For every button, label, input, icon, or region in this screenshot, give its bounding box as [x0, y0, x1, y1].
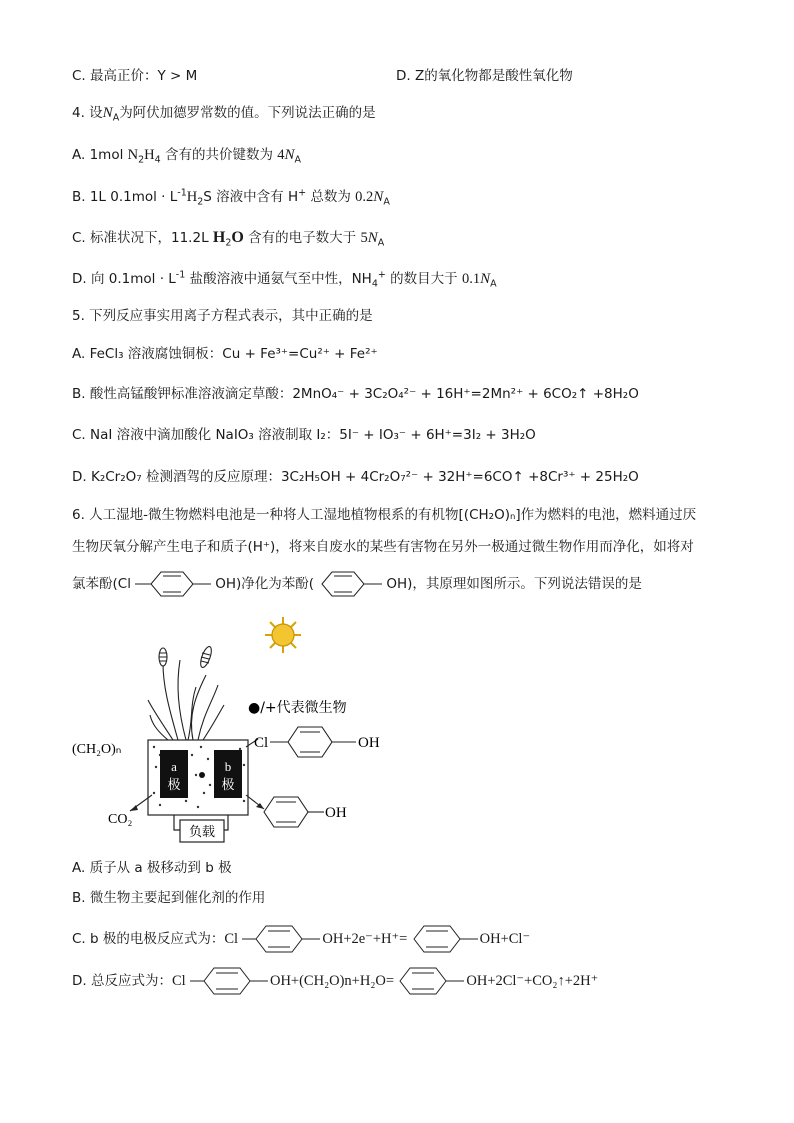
q5-option-b: B. 酸性高锰酸钾标准溶液滴定草酸：2MnO₄⁻ + 3C₂O₄²⁻ + 16H⁺=2Mn²⁺ + 6CO₂↑ +8H₂O [72, 386, 639, 402]
q4-option-c: C. 标准状况下，11.2L $H_2O$ 含有的电子数大于 $5N_A$ [72, 229, 385, 249]
phenol-ring-icon [264, 797, 324, 827]
benzene-ring-icon [318, 570, 386, 598]
benzene-ring-icon [190, 966, 270, 996]
q6-stem-line1: 6. 人工湿地-微生物燃料电池是一种将人工湿地植物根系的有机物[(CH₂O)ₙ]作为燃料的电池，燃料通过厌 [72, 507, 697, 523]
benzene-ring-icon [398, 966, 466, 996]
q5-option-a: A. FeCl₃ 溶液腐蚀铜板：Cu + Fe³⁺=Cu²⁺ + Fe²⁺ [72, 346, 378, 362]
co2-label: CO₂ [108, 812, 133, 827]
q4-option-d: D. 向 $0.1mol \cdot L^{-1}$ 盐酸溶液中通氨气至中性，$NH_4^+$ 的数目大于 $0.1N_A$ [72, 269, 497, 290]
electrode-b-label: b [224, 759, 232, 774]
q6-stem-line3: 氯苯酚(Cl OH)净化为苯酚( OH)，其原理如图所示。下列说法错误的是 [72, 570, 642, 598]
q6-stem-line2: 生物厌氧分解产生电子和质子(H⁺)，将来自废水的某些有害物在另外一极通过微生物作用而净化，如将对 [72, 539, 694, 555]
benzene-ring-icon [135, 570, 215, 598]
q5-stem: 5. 下列反应事实用离子方程式表示，其中正确的是 [72, 308, 373, 324]
microbe-legend: ●/+代表微生物 [248, 700, 347, 716]
q5-option-c: C. NaI 溶液中滴加酸化 NaIO₃ 溶液制取 I₂：5I⁻ + IO₃⁻ + 6H⁺=3I₂ + 3H₂O [72, 427, 536, 443]
q3-option-d: D. Z的氧化物都是酸性氧化物 [396, 68, 573, 84]
chlorophenol-ring-icon [270, 727, 356, 757]
q3-option-c: C. 最高正价：Y > M [72, 68, 198, 84]
load-label: 负载 [188, 825, 216, 840]
q6-option-d: D. 总反应式为：Cl OH+(CH₂O)n+H₂O= OH+2Cl⁻+CO₂↑+2H⁺ [72, 966, 598, 996]
wetland-plant-icon [148, 645, 224, 740]
chlorophenol-cl-label: Cl [254, 735, 269, 751]
benzene-ring-icon [412, 924, 480, 954]
phenol-oh-label: OH [325, 805, 347, 821]
q4-option-a: A. 1mol $N_2H_4$ 含有的共价键数为 $4N_A$ [72, 147, 302, 166]
q6-option-a: A. 质子从 a 极移动到 b 极 [72, 860, 232, 876]
ch2o-label: (CH₂O)ₙ [72, 742, 122, 757]
chlorophenol-oh-label: OH [358, 735, 380, 751]
q4-option-b: B. 1L $0.1mol \cdot L^{-1}H_2S$ 溶液中含有 H+ 总数为 $0.2N_A$ [72, 187, 390, 208]
q6-option-c: C. b 极的电极反应式为：Cl OH+2e⁻+H⁺= OH+Cl⁻ [72, 924, 530, 954]
sun-icon [265, 617, 301, 653]
q6-option-b: B. 微生物主要起到催化剂的作用 [72, 890, 266, 906]
electrode-a-label: a [171, 759, 177, 774]
q5-option-d: D. K₂Cr₂O₇ 检测酒驾的反应原理：3C₂H₅OH + 4Cr₂O₇²⁻ + 32H⁺=6CO↑ +8Cr³⁺ + 25H₂O [72, 469, 639, 485]
fuel-cell-diagram [68, 615, 398, 845]
benzene-ring-icon [242, 924, 322, 954]
electrode-b-char: 极 [221, 778, 235, 793]
q4-stem: 4. 设$N_A$为阿伏加德罗常数的值。下列说法正确的是 [72, 105, 376, 124]
electrode-a-char: 极 [167, 778, 181, 793]
